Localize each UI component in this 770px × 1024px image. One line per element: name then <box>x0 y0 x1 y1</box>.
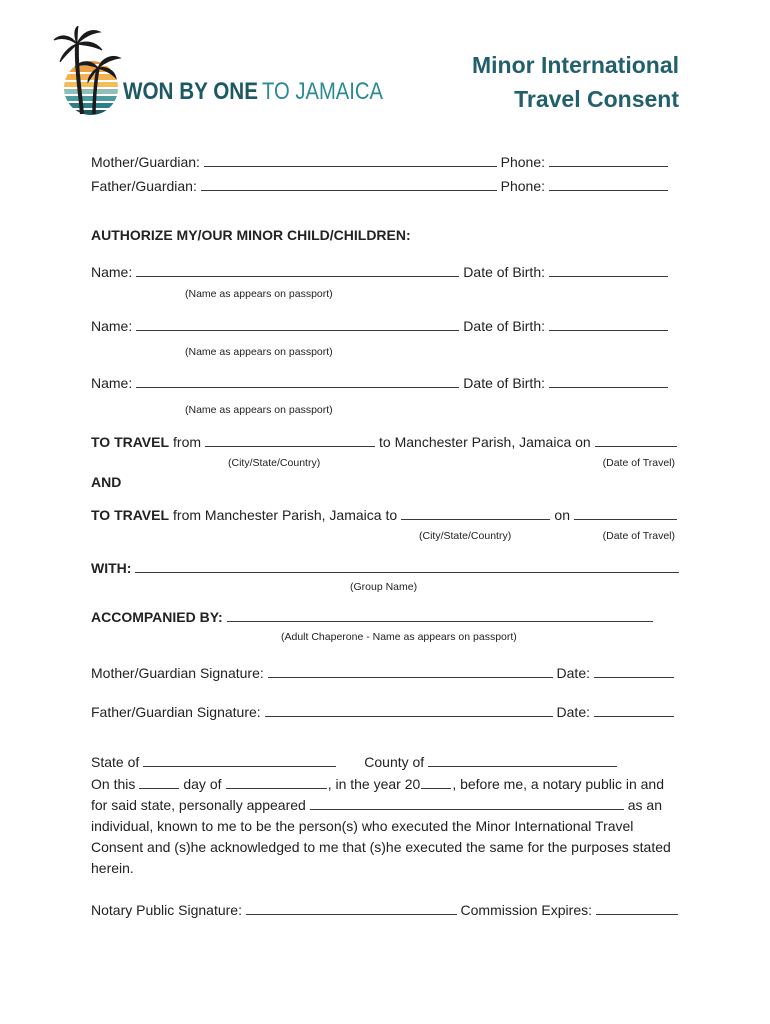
notary-signature-row <box>91 901 678 919</box>
mother-signature-label: Mother/Guardian Signature: <box>91 665 264 681</box>
day-of-text: day of <box>183 776 222 792</box>
notary-month-field[interactable] <box>226 788 327 789</box>
for-said-state-text: for said state, personally appeared <box>91 797 306 813</box>
and-text: AND <box>91 474 122 490</box>
on-label: on <box>554 507 570 523</box>
travel-to-jamaica-row <box>91 433 677 451</box>
father-guardian-name-field[interactable] <box>201 190 497 191</box>
phone-label: Phone: <box>500 154 545 170</box>
date-label: Date: <box>556 704 590 720</box>
notary-paragraph-line-2 <box>91 796 662 814</box>
to-manchester-label: to Manchester Parish, Jamaica on <box>379 434 591 450</box>
date-caption: (Date of Travel) <box>602 457 675 469</box>
return-date-field[interactable] <box>574 519 677 520</box>
child-2-name-field[interactable] <box>136 330 459 331</box>
logo-text-won-by-one: WON BY ONE <box>123 78 258 105</box>
father-guardian-row <box>91 177 668 195</box>
name-label: Name: <box>91 264 133 280</box>
notary-paragraph-line-3 <box>91 817 633 835</box>
mother-signature-field[interactable] <box>268 677 553 678</box>
state-field[interactable] <box>143 766 336 767</box>
dob-label: Date of Birth: <box>463 375 545 391</box>
county-label: County of <box>364 754 425 770</box>
child-3-dob-field[interactable] <box>549 387 668 388</box>
from-manchester-label: from Manchester Parish, Jamaica to <box>173 507 398 523</box>
notary-text-line-5: herein. <box>91 860 134 876</box>
state-county-row <box>91 753 617 771</box>
father-signature-row <box>91 703 674 721</box>
passport-caption: (Name as appears on passport) <box>185 404 333 416</box>
travel-from-jamaica-row <box>91 506 677 524</box>
departure-city-field[interactable] <box>205 446 375 447</box>
authorize-heading <box>91 226 411 244</box>
return-city-field[interactable] <box>401 519 550 520</box>
as-an-text: as an <box>627 797 662 813</box>
logo-text-to-jamaica: TO JAMAICA <box>262 78 383 105</box>
chaperone-caption: (Adult Chaperone - Name as appears on passport) <box>281 631 517 643</box>
name-label: Name: <box>91 318 133 334</box>
notary-text-line-3: individual, known to me to be the person(s) who executed the Minor International Travel <box>91 818 634 834</box>
accompanied-by-label: ACCOMPANIED BY: <box>91 609 223 625</box>
city-caption: (City/State/Country) <box>228 457 321 469</box>
notary-text-line-4: Consent and (s)he acknowledged to me that (s)he executed the same for the purposes stated <box>91 839 671 855</box>
notary-paragraph-line-4 <box>91 838 671 856</box>
mother-signature-date-field[interactable] <box>594 677 674 678</box>
in-the-year-text: , in the year 20 <box>327 776 421 792</box>
before-me-text: , before me, a notary public in and <box>452 776 664 792</box>
won-by-one-logo <box>52 26 392 120</box>
accompanied-by-row <box>91 608 653 626</box>
appeared-person-field[interactable] <box>310 809 624 810</box>
commission-expires-field[interactable] <box>596 914 678 915</box>
departure-date-field[interactable] <box>595 446 677 447</box>
group-name-field[interactable] <box>135 572 679 573</box>
father-signature-date-field[interactable] <box>594 716 674 717</box>
father-phone-field[interactable] <box>549 190 668 191</box>
mother-guardian-row <box>91 153 668 171</box>
child-2-dob-field[interactable] <box>549 330 668 331</box>
city-caption: (City/State/Country) <box>419 530 512 542</box>
name-label: Name: <box>91 375 133 391</box>
county-field[interactable] <box>428 766 617 767</box>
with-label: WITH: <box>91 560 132 576</box>
notary-year-field[interactable] <box>421 788 451 789</box>
notary-paragraph-line-5 <box>91 859 134 877</box>
child-3-row <box>91 374 668 392</box>
father-signature-label: Father/Guardian Signature: <box>91 704 261 720</box>
and-heading <box>91 473 121 491</box>
child-1-name-field[interactable] <box>136 276 459 277</box>
state-label: State of <box>91 754 140 770</box>
title-line-1: Minor International <box>472 52 679 78</box>
father-guardian-label: Father/Guardian: <box>91 178 197 194</box>
mother-signature-row <box>91 664 674 682</box>
child-1-dob-field[interactable] <box>549 276 668 277</box>
mother-guardian-name-field[interactable] <box>204 166 497 167</box>
on-this-text: On this <box>91 776 136 792</box>
child-1-row <box>91 263 668 281</box>
father-signature-field[interactable] <box>265 716 553 717</box>
child-3-name-field[interactable] <box>136 387 459 388</box>
passport-caption: (Name as appears on passport) <box>185 346 333 358</box>
mother-phone-field[interactable] <box>549 166 668 167</box>
title-line-2: Travel Consent <box>514 86 679 112</box>
notary-signature-label: Notary Public Signature: <box>91 902 242 918</box>
to-travel-label: TO TRAVEL <box>91 434 170 450</box>
notary-paragraph-line-1 <box>91 775 664 793</box>
dob-label: Date of Birth: <box>463 264 545 280</box>
child-2-row <box>91 317 668 335</box>
document-title <box>472 48 679 116</box>
chaperone-name-field[interactable] <box>227 621 653 622</box>
from-label: from <box>173 434 202 450</box>
mother-guardian-label: Mother/Guardian: <box>91 154 200 170</box>
date-caption: (Date of Travel) <box>602 530 675 542</box>
date-label: Date: <box>556 665 590 681</box>
with-row <box>91 559 679 577</box>
phone-label: Phone: <box>500 178 545 194</box>
to-travel-label: TO TRAVEL <box>91 507 170 523</box>
notary-signature-field[interactable] <box>246 914 457 915</box>
notary-day-field[interactable] <box>139 788 179 789</box>
passport-caption: (Name as appears on passport) <box>185 288 333 300</box>
authorize-heading-text: AUTHORIZE MY/OUR MINOR CHILD/CHILDREN: <box>91 227 411 243</box>
dob-label: Date of Birth: <box>463 318 545 334</box>
commission-expires-label: Commission Expires: <box>460 902 592 918</box>
group-name-caption: (Group Name) <box>350 581 418 593</box>
